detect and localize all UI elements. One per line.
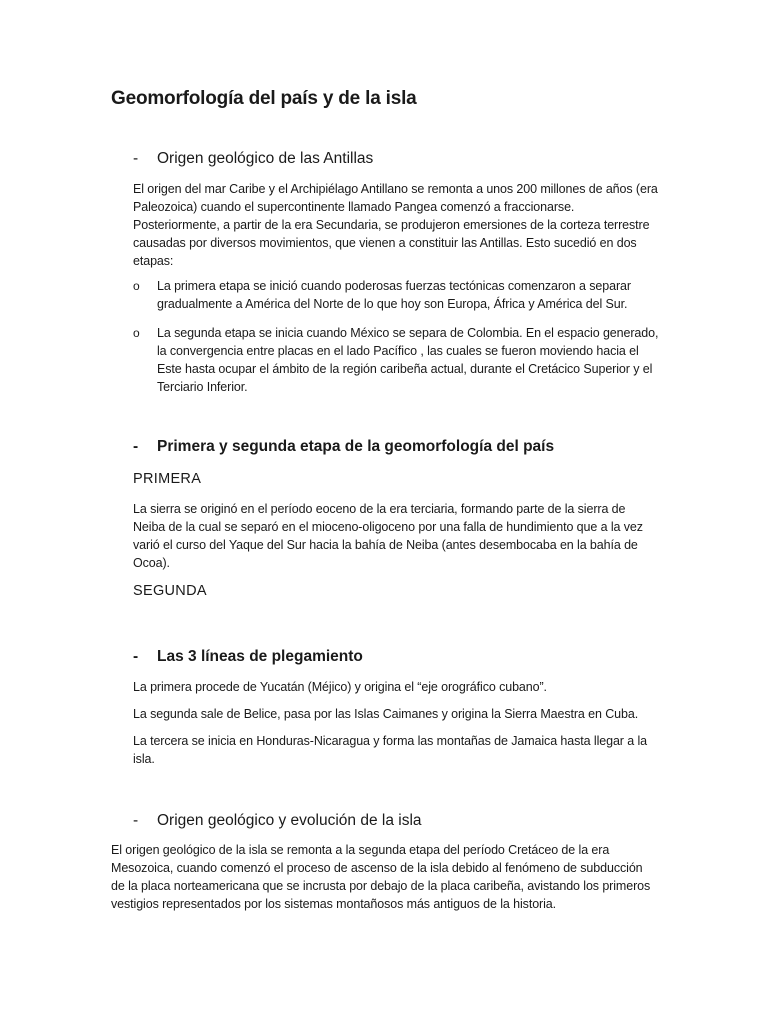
heading-dash: - [133, 150, 139, 167]
bullet-marker: o [133, 279, 140, 293]
subheading-segunda: SEGUNDA [133, 583, 207, 599]
heading-text: Origen geológico de las Antillas [157, 150, 374, 167]
heading-dash: - [133, 648, 139, 665]
heading-text: Primera y segunda etapa de la geomorfología del país [157, 438, 555, 455]
paragraph-isla-origin: El origen geológico de la isla se remonta a la segunda etapa del período Cretáceo de la era Mesozoica, cuando comenzó el proceso de ascenso de la isla debido al fenómeno de subducción de la placa norteamericana que se incrusta por debajo de la placa caribeña, avistando los primeros vestigios representados por los sistemas montañosos más antiguos de la historia. [111, 843, 651, 911]
bullet-item-second-stage: La segunda etapa se inicia cuando México se separa de Colombia. En el espacio generado, la convergencia entre placas en el lado Pacífico , las cuales se fueron moviendo hacia el Este hasta ocupar el ámbito de la región caribeña actual, durante el Cretácico Superior y el Terciario Inferior. [157, 326, 659, 394]
heading-dash: - [133, 438, 139, 455]
bullet-item-first-stage: La primera etapa se inició cuando poderosas fuerzas tectónicas comenzaron a separar gradualmente a América del Norte de lo que hoy son Europa, África y América del Sur. [157, 279, 631, 311]
section-heading-antillas [133, 150, 373, 168]
section-heading-plegamiento [133, 648, 363, 666]
paragraph-primera: La sierra se originó en el período eoceno de la era terciaria, formando parte de la sierra de Neiba de la cual se separó en el mioceno-oligoceno por una falla de hundimiento que a la vez varió el curso del Yaque del Sur hacia la bahía de Neiba (antes desembocaba en la bahía de Ocoa). [133, 502, 643, 570]
heading-text: Las 3 líneas de plegamiento [157, 648, 363, 665]
section-heading-etapas [133, 438, 554, 456]
heading-text: Origen geológico y evolución de la isla [157, 812, 422, 829]
subheading-primera: PRIMERA [133, 471, 202, 487]
section-heading-isla [133, 812, 422, 830]
plegamiento-line-third: La tercera se inicia en Honduras-Nicaragua y forma las montañas de Jamaica hasta llegar a la isla. [133, 734, 647, 766]
heading-dash: - [133, 812, 139, 829]
document-title: Geomorfología del país y de la isla [111, 88, 417, 109]
paragraph-antillas-origin: El origen del mar Caribe y el Archipiélago Antillano se remonta a unos 200 millones de años (era Paleozoica) cuando el supercontinente llamado Pangea comenzó a fraccionarse. Posteriormente, a partir de la era Secundaria, se produjeron emersiones de la corteza terrestre causadas por diversos movimientos, que vienen a constituir las Antillas. Esto sucedió en dos etapas: [133, 182, 658, 268]
plegamiento-line-first: La primera procede de Yucatán (Méjico) y origina el “eje orográfico cubano”. [133, 680, 547, 694]
bullet-marker: o [133, 326, 140, 340]
plegamiento-line-second: La segunda sale de Belice, pasa por las Islas Caimanes y origina la Sierra Maestra en Cuba. [133, 707, 639, 721]
